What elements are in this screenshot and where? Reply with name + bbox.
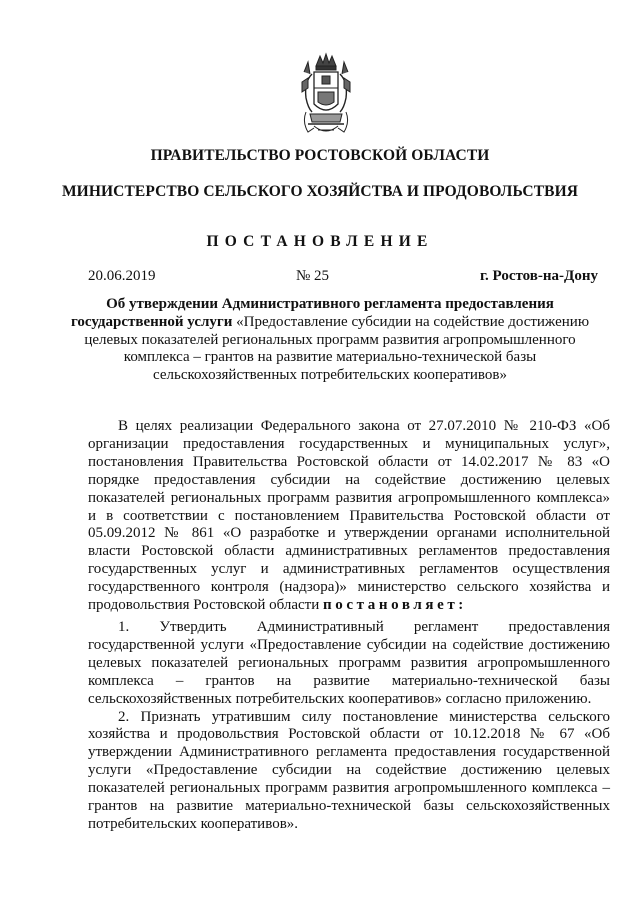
resolution-items — [88, 619, 610, 834]
government-name: ПРАВИТЕЛЬСТВО РОСТОВСКОЙ ОБЛАСТИ — [150, 147, 490, 164]
document-subject — [60, 296, 600, 385]
document-number: № 25 — [296, 268, 330, 284]
document-date: 20.06.2019 — [88, 268, 156, 284]
preamble-text: В целях реализации Федерального закона от 27.07.2010 № 210-ФЗ «Об организации предоставления государственных и муниципальных услуг», постановления Правительства Ростовской области от 14.02.2017 № 83 «О порядке предоставления субсидии на содействие достижению целевых показателей региональных программ развития агропромышленного комплекса» и в соответствии с постановлением Правительства Ростовской области от 05.09.2012 № 861 «О разработке и утверждении органами исполнительной власти Ростовской области административных регламентов предоставления государственных услуг и административных регламентов осуществления государственного контроля (надзора)» министерство сельского хозяйства и продовольствия Ростовской области — [88, 418, 610, 614]
preamble — [88, 418, 610, 615]
resolution-item: 2. Признать утратившим силу постановление министерства сельского хозяйства и продовольствия Ростовской области от 10.12.2018 № 67 «Об утверждении Административного регламента предоставления государственной услуги «Предоставление субсидии на содействие достижению целевых показателей региональных программ развития агропромышленного комплекса – грантов на развитие материально-технической базы сельскохозяйственных потребительских кооперативов». — [88, 708, 610, 832]
decree-word: постановляет: — [323, 597, 467, 614]
subject-bold: Об утверждении Административного регламента предоставления государственной услуги — [70, 296, 554, 330]
preamble-paragraph — [88, 418, 610, 615]
subject-regular: «Предоставление субсидии на содействие достижению целевых показателей региональных программ развития агропромышленного комплекса – грантов на развитие материально-технической базы сельскохозяйственных потребительских кооперативов» — [84, 313, 590, 384]
resolution-item: 1. Утвердить Административный регламент предоставления государственной услуги «Предоставление субсидии на содействие достижению целевых показателей региональных программ развития агропромышленного комплекса – грантов на развитие материально-технической базы сельскохозяйственных потребительских кооперативов» согласно приложению. — [88, 619, 610, 707]
document-type: ПОСТАНОВЛЕНИЕ — [206, 233, 434, 250]
coat-of-arms-icon — [298, 52, 354, 142]
ministry-name: МИНИСТЕРСТВО СЕЛЬСКОГО ХОЗЯЙСТВА И ПРОДОВОЛЬСТВИЯ — [61, 183, 579, 200]
document-city: г. Ростов-на-Дону — [479, 268, 598, 284]
document-meta — [88, 268, 598, 290]
